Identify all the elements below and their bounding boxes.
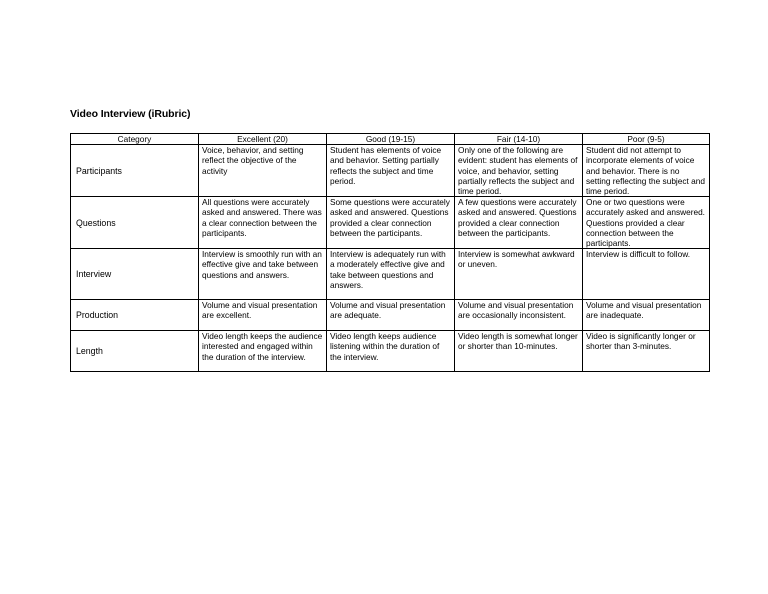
table-cell: A few questions were accurately asked and answered. Questions provided a clear connection between the participants. (455, 197, 583, 249)
table-cell: Video length keeps audience listening within the duration of the interview. (327, 331, 455, 372)
table-row-length (71, 331, 710, 372)
table-row-production (71, 300, 710, 331)
table-cell: Volume and visual presentation are excellent. (199, 300, 327, 331)
category-cell: Production (71, 300, 199, 331)
category-cell: Participants (71, 145, 199, 197)
table-cell: Volume and visual presentation are inadequate. (583, 300, 710, 331)
table-cell: All questions were accurately asked and answered. There was a clear connection between the participants. (199, 197, 327, 249)
category-cell: Questions (71, 197, 199, 249)
header-good: Good (19-15) (327, 134, 455, 145)
table-cell: Only one of the following are evident: student has elements of voice, and behavior, setting partially reflects the subject and time period. (455, 145, 583, 197)
table-cell: Some questions were accurately asked and answered. Questions provided a clear connection between the participants. (327, 197, 455, 249)
table-cell: Voice, behavior, and setting reflect the objective of the activity (199, 145, 327, 197)
header-row (71, 134, 710, 145)
header-poor: Poor (9-5) (583, 134, 710, 145)
table-cell: Video is significantly longer or shorter than 3-minutes. (583, 331, 710, 372)
table-cell: Video length is somewhat longer or shorter than 10-minutes. (455, 331, 583, 372)
table-cell: Video length keeps the audience interested and engaged within the duration of the interview. (199, 331, 327, 372)
table-cell: One or two questions were accurately asked and answered. Questions provided a clear connection between the participants. (583, 197, 710, 249)
category-cell: Interview (71, 249, 199, 300)
table-row-questions (71, 197, 710, 249)
page-title: Video Interview (iRubric) (70, 108, 191, 120)
table-row-interview (71, 249, 710, 300)
table-row-participants (71, 145, 710, 197)
header-fair: Fair (14-10) (455, 134, 583, 145)
table-cell: Interview is smoothly run with an effective give and take between questions and answers. (199, 249, 327, 300)
table-cell: Volume and visual presentation are occasionally inconsistent. (455, 300, 583, 331)
table-cell: Interview is somewhat awkward or uneven. (455, 249, 583, 300)
table-cell: Student has elements of voice and behavior. Setting partially reflects the subject and time period. (327, 145, 455, 197)
table-cell: Interview is adequately run with a moderately effective give and take between questions and answers. (327, 249, 455, 300)
rubric-table (70, 133, 710, 372)
table-cell: Volume and visual presentation are adequate. (327, 300, 455, 331)
header-category: Category (71, 134, 199, 145)
table-cell: Interview is difficult to follow. (583, 249, 710, 300)
table-cell: Student did not attempt to incorporate elements of voice and behavior. There is no setting reflecting the subject and time period. (583, 145, 710, 197)
category-cell: Length (71, 331, 199, 372)
header-excellent: Excellent (20) (199, 134, 327, 145)
